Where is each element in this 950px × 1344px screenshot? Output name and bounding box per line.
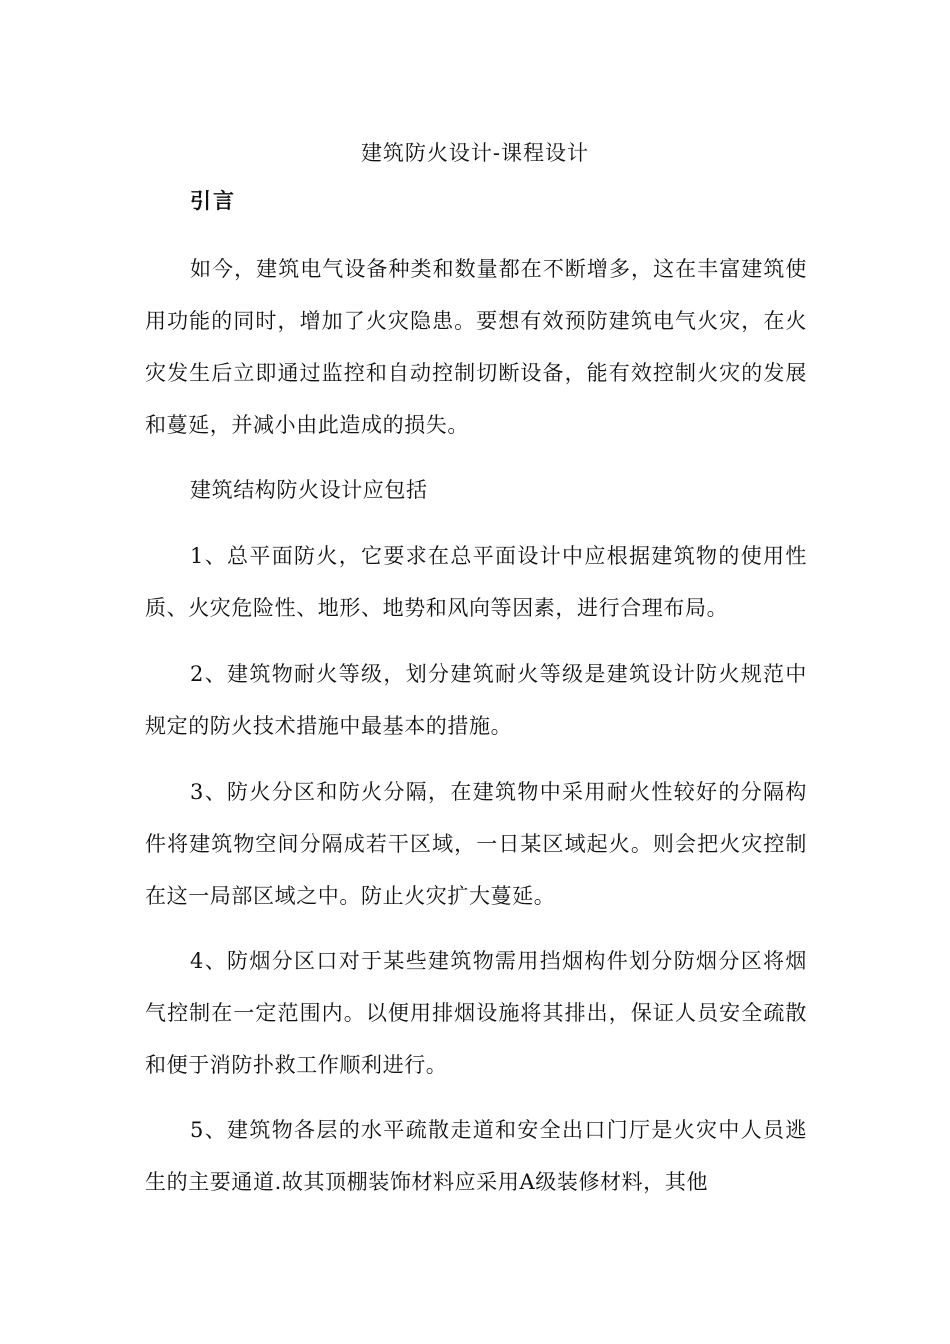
list-item-4: 4、防烟分区口对于某些建筑物需用挡烟构件划分防烟分区将烟气控制在一定范围内。以便用排烟设施将其排出，保证人员安全疏散和便于消防扑救工作顺利进行。: [145, 949, 807, 1077]
lead-paragraph: 建筑结构防火设计应包括: [190, 478, 428, 502]
section-heading: 引言: [190, 188, 236, 213]
document-title: 建筑防火设计-课程设计: [360, 141, 590, 165]
intro-paragraph: 如今，建筑电气设备种类和数量都在不断增多，这在丰富建筑使用功能的同时，增加了火灾隐患。要想有效预防建筑电气火灾，在火灾发生后立即通过监控和自动控制切断设备，能有效控制火灾的发展和蔓延，并减小由此造成的损失。: [145, 257, 807, 437]
list-item-3: 3、防火分区和防火分隔，在建筑物中采用耐火性较好的分隔构件将建筑物空间分隔成若干区域，一日某区域起火。则会把火灾控制在这一局部区域之中。防止火灾扩大蔓延。: [145, 780, 807, 908]
list-item-1: 1、总平面防火，它要求在总平面设计中应根据建筑物的使用性质、火灾危险性、地形、地势和风向等因素，进行合理布局。: [145, 544, 807, 620]
list-item-5: 5、建筑物各层的水平疏散走道和安全出口门厅是火灾中人员逃生的主要通道.故其顶棚装饰材料应采用A级装修材料，其他: [145, 1118, 807, 1194]
list-item-2: 2、建筑物耐火等级，划分建筑耐火等级是建筑设计防火规范中规定的防火技术措施中最基本的措施。: [145, 662, 807, 738]
